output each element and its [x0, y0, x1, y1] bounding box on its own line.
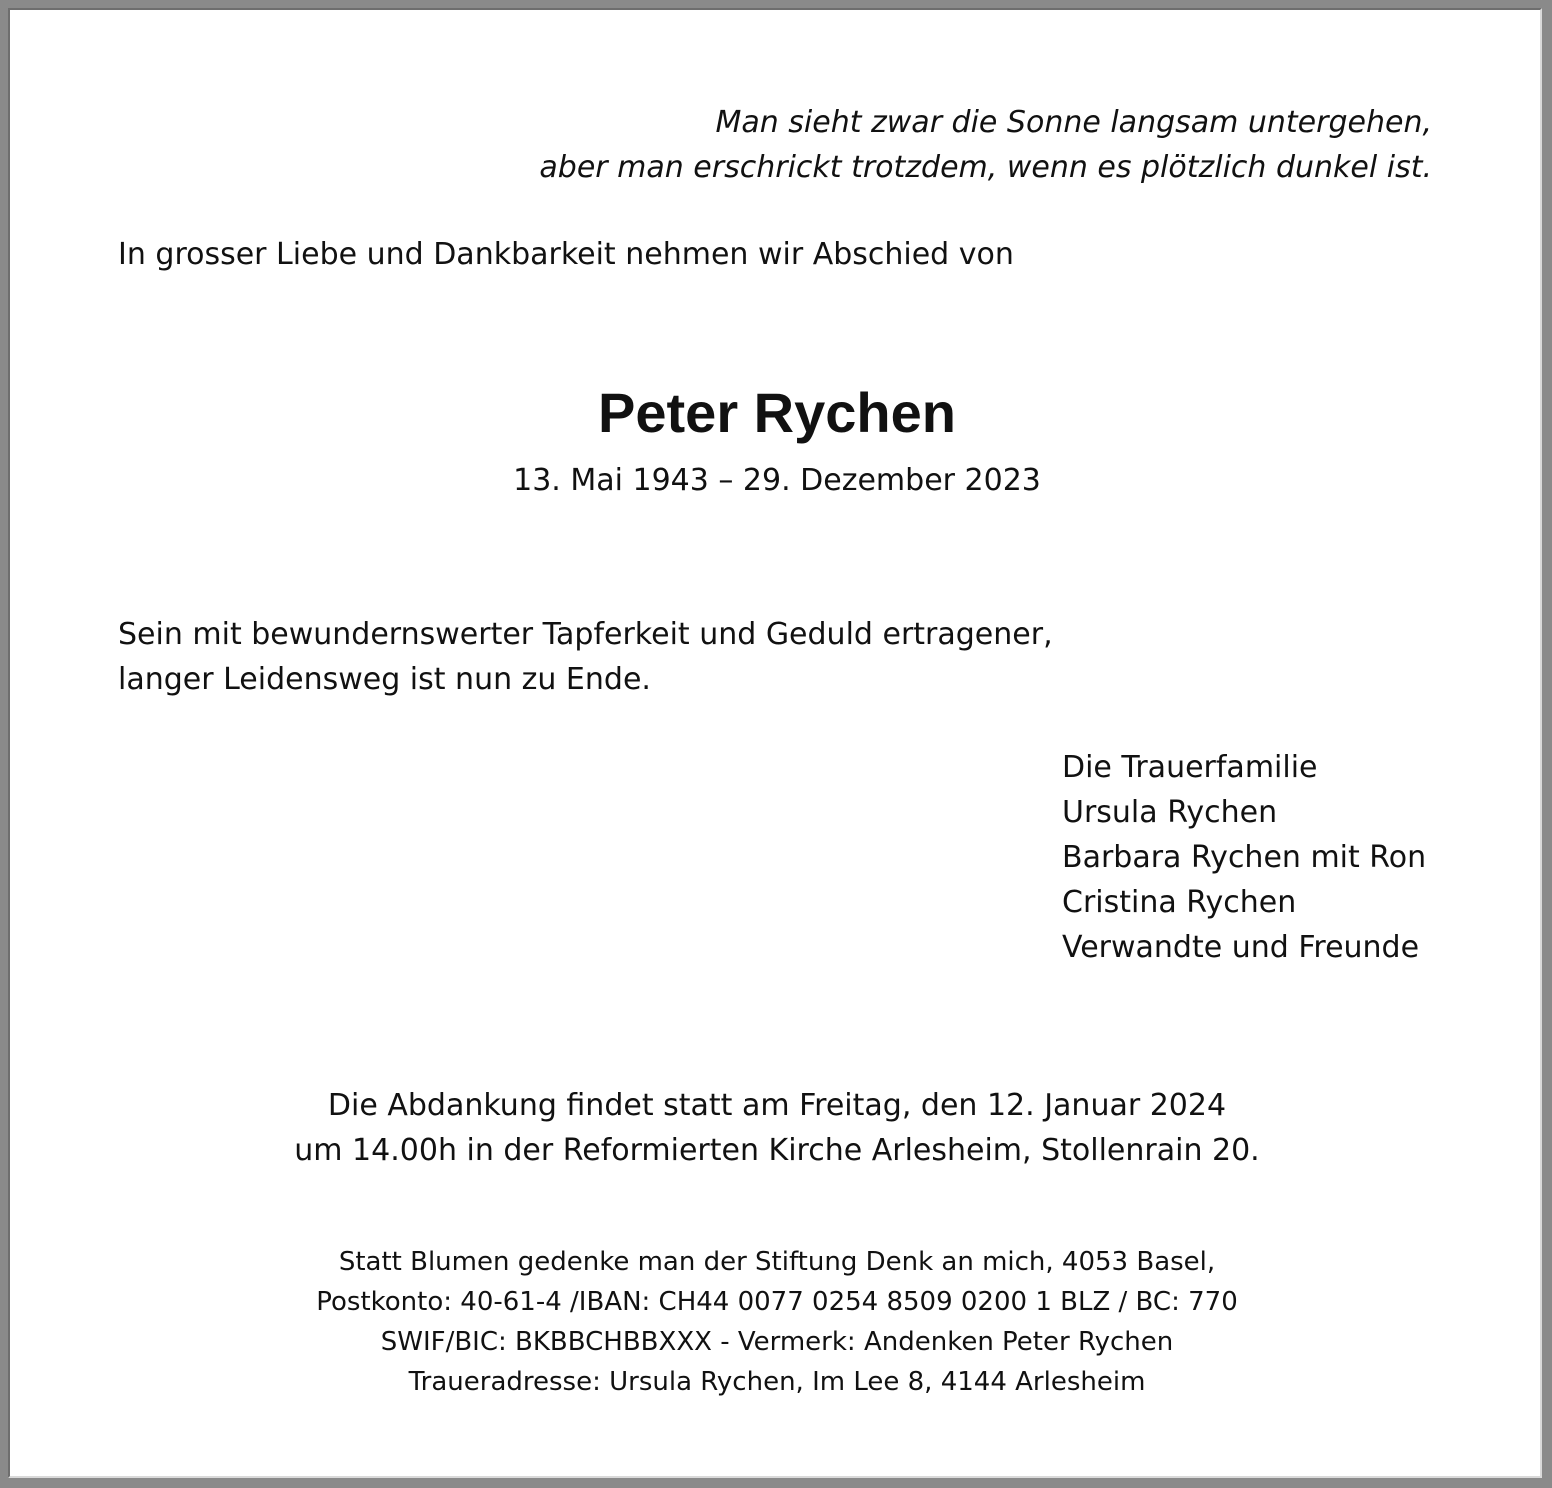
donation-line: SWIF/BIC: BKBBCHBBXXX - Vermerk: Andenken Peter Rychen — [380, 1327, 1174, 1357]
family-line: Cristina Rychen — [1062, 885, 1297, 920]
quote — [539, 100, 1432, 190]
intro-text: In grosser Liebe und Dankbarkeit nehmen wir Abschied von — [118, 237, 1014, 272]
family-line: Verwandte und Freunde — [1062, 930, 1420, 965]
ceremony-info — [10, 1083, 1544, 1173]
passage-line-1: Sein mit bewundernswerter Tapferkeit und Geduld ertragener, — [118, 617, 1053, 652]
donation-line: Postkonto: 40-61-4 /IBAN: CH44 0077 0254 8509 0200 1 BLZ / BC: 770 — [316, 1287, 1238, 1317]
family-line: Die Trauerfamilie — [1062, 750, 1318, 785]
family-line: Barbara Rychen mit Ron — [1062, 840, 1427, 875]
family-line: Ursula Rychen — [1062, 795, 1278, 830]
mourning-family — [1062, 745, 1426, 970]
quote-line-1: Man sieht zwar die Sonne langsam untergehen, — [715, 105, 1432, 140]
donation-info — [10, 1242, 1544, 1402]
deceased-name: Peter Rychen — [598, 381, 956, 444]
ceremony-line-1: Die Abdankung findet statt am Freitag, den 12. Januar 2024 — [327, 1088, 1227, 1123]
donation-line: Traueradresse: Ursula Rychen, Im Lee 8, 4144 Arlesheim — [408, 1367, 1146, 1397]
passage-line-2: langer Leidensweg ist nun zu Ende. — [118, 662, 651, 697]
life-dates: 13. Mai 1943 – 29. Dezember 2023 — [513, 463, 1041, 498]
obituary-notice — [8, 8, 1542, 1478]
ceremony-line-2: um 14.00h in der Reformierten Kirche Arlesheim, Stollenrain 20. — [294, 1133, 1260, 1168]
passage — [118, 612, 1053, 702]
quote-line-2: aber man erschrickt trotzdem, wenn es plötzlich dunkel ist. — [539, 150, 1432, 185]
donation-line: Statt Blumen gedenke man der Stiftung Denk an mich, 4053 Basel, — [338, 1247, 1216, 1277]
